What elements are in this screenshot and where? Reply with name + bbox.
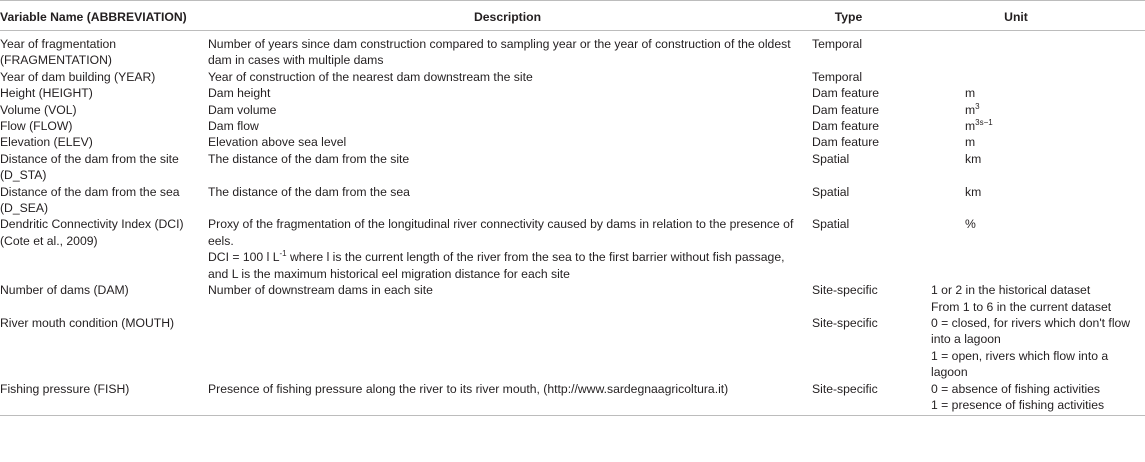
cell-type: Temporal	[812, 37, 863, 51]
cell-unit	[887, 31, 1145, 69]
cell-variable: Flow (FLOW)	[0, 119, 73, 134]
cell-variable: Elevation (ELEV)	[0, 135, 93, 150]
cell-variable: Distance of the dam from the sea (D_SEA)	[0, 184, 180, 216]
cell-description	[205, 315, 810, 381]
cell-type: Dam feature	[812, 86, 880, 101]
cell-variable: Year of dam building (YEAR)	[0, 69, 156, 84]
cell-type: Spatial	[812, 217, 850, 232]
cell-type: Site-specific	[812, 315, 878, 330]
cell-description: Dam volume	[208, 102, 277, 117]
cell-type: Spatial	[812, 184, 850, 199]
cell-unit	[887, 102, 1145, 118]
table-row	[0, 282, 1145, 315]
cell-type: Site-specific	[810, 381, 887, 416]
cell-description	[205, 216, 810, 282]
unit-line: 1 = presence of fishing activities	[931, 397, 1105, 412]
header-variable: Variable Name (ABBREVIATION)	[0, 1, 205, 31]
cell-description: Dam height	[208, 86, 271, 101]
dci-formula-explanation: where l is the current length of the river from the sea to the first barrier without fish passage, and L is the maximum historical eel migration distance for each site	[208, 250, 785, 281]
cell-type: Site-specific	[812, 283, 878, 298]
cell-unit: m	[965, 135, 976, 150]
cell-variable: Fishing pressure (FISH)	[0, 381, 205, 416]
cell-description: Year of construction of the nearest dam downstream the site	[208, 69, 533, 84]
cell-variable: Height (HEIGHT)	[0, 86, 93, 101]
unit-line: 1 = open, rivers which flow into a lagoon	[931, 348, 1109, 380]
unit-line: From 1 to 6 in the current dataset	[931, 299, 1112, 314]
dci-formula: DCI = 100 l L	[208, 250, 280, 265]
cell-variable: Dendritic Connectivity Index (DCI) (Cote et al., 2009)	[0, 217, 184, 248]
header-description: Description	[205, 1, 810, 31]
cell-unit: m	[965, 86, 976, 101]
cell-type: Dam feature	[812, 135, 880, 150]
table-row	[0, 69, 1145, 85]
table-header-row	[0, 1, 1145, 31]
header-unit: Unit	[887, 1, 1145, 31]
table-row	[0, 216, 1145, 282]
cell-description: Presence of fishing pressure along the river to its river mouth, (http://www.sardegnaagricoltura.it)	[205, 381, 810, 416]
cell-unit	[887, 381, 1145, 416]
table-row	[0, 102, 1145, 118]
cell-variable: Number of dams (DAM)	[0, 283, 129, 298]
cell-description: The distance of the dam from the sea	[208, 184, 410, 199]
cell-type: Temporal	[812, 69, 863, 84]
cell-variable: Volume (VOL)	[0, 102, 77, 117]
unit-line: 1 or 2 in the historical dataset	[931, 283, 1091, 298]
header-type: Type	[810, 1, 887, 31]
cell-variable: River mouth condition (MOUTH)	[0, 315, 175, 330]
table-row	[0, 134, 1145, 150]
unit-superscript: 3s−1	[975, 118, 993, 128]
cell-unit	[887, 69, 1145, 85]
cell-description: Dam flow	[208, 119, 259, 134]
cell-unit: km	[965, 151, 982, 166]
unit-line: 0 = absence of fishing activities	[931, 381, 1101, 396]
cell-description: Number of years since dam construction compared to sampling year or the year of construction of the oldest dam in cases with multiple dams	[208, 37, 791, 68]
cell-unit: %	[965, 217, 976, 232]
cell-unit	[887, 315, 1145, 381]
description-line: Proxy of the fragmentation of the longitudinal river connectivity caused by dams in relation to the presence of eels.	[208, 217, 794, 248]
unit-base: m	[965, 119, 976, 134]
cell-type: Spatial	[812, 151, 850, 166]
cell-unit: km	[965, 184, 982, 199]
cell-variable: Year of fragmentation (FRAGMENTATION)	[0, 37, 117, 68]
formula-superscript: -1	[279, 249, 287, 259]
unit-base: m	[965, 102, 976, 117]
table-row	[0, 31, 1145, 69]
table-row	[0, 381, 1145, 416]
cell-unit	[887, 282, 1145, 315]
table-row	[0, 151, 1145, 184]
table-row	[0, 85, 1145, 101]
cell-type: Dam feature	[812, 119, 880, 134]
unit-line: 0 = closed, for rivers which don't flow into a lagoon	[931, 315, 1131, 347]
table-row	[0, 118, 1145, 134]
unit-superscript: 3	[975, 101, 980, 111]
cell-variable: Distance of the dam from the site (D_STA)	[0, 151, 179, 183]
table-row	[0, 184, 1145, 217]
cell-description: Number of downstream dams in each site	[208, 283, 433, 298]
cell-type: Dam feature	[812, 102, 880, 117]
table-row	[0, 315, 1145, 381]
cell-description: Elevation above sea level	[208, 135, 347, 150]
cell-description: The distance of the dam from the site	[208, 151, 410, 166]
cell-unit	[887, 118, 1145, 134]
